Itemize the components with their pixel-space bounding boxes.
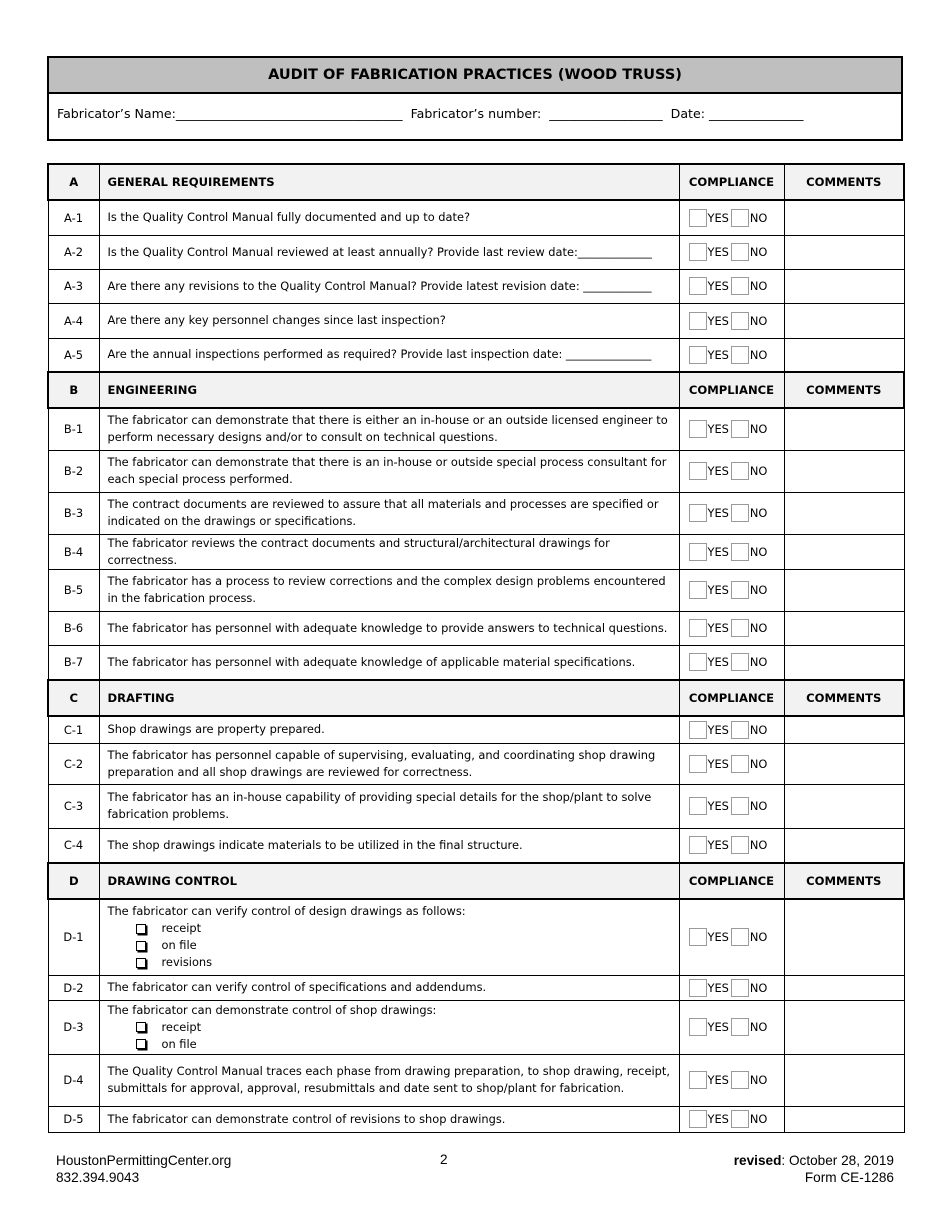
comments-cell[interactable]: [784, 269, 904, 303]
no-checkbox[interactable]: [731, 836, 749, 854]
table-row: [48, 338, 904, 372]
yes-label: YES: [707, 245, 729, 259]
no-label: NO: [749, 279, 768, 293]
no-checkbox[interactable]: [731, 243, 749, 261]
section-code: A: [48, 164, 99, 200]
question-cell: [99, 645, 679, 680]
comments-cell[interactable]: [784, 569, 904, 611]
no-checkbox[interactable]: [731, 1110, 749, 1128]
table-row: [48, 784, 904, 828]
question-cell: [99, 534, 679, 569]
yes-label: YES: [707, 279, 729, 293]
no-checkbox[interactable]: [731, 619, 749, 637]
checklist-item[interactable]: [136, 1036, 671, 1053]
no-label: NO: [749, 722, 768, 737]
checklist-item[interactable]: [136, 954, 671, 971]
compliance-cell: [679, 1000, 784, 1054]
no-label: NO: [749, 1073, 768, 1087]
item-code: C-4: [48, 828, 99, 863]
section-title: DRAWING CONTROL: [99, 863, 679, 899]
question-cell: [99, 611, 679, 645]
comments-cell[interactable]: [784, 828, 904, 863]
table-row: [48, 1054, 904, 1106]
comments-cell[interactable]: [784, 743, 904, 784]
no-label: NO: [749, 506, 768, 520]
footer-left: [56, 1152, 231, 1186]
no-label: NO: [749, 980, 768, 995]
question-text: The fabricator has a process to review corrections and the complex design problems encountered in the fabrication process.: [107, 574, 666, 605]
question-text: The fabricator has an in-house capability of providing special details for the shop/plant to solve fabrication problems.: [107, 790, 652, 821]
comments-cell[interactable]: [784, 645, 904, 680]
no-label: NO: [749, 838, 768, 853]
checkbox-square-icon[interactable]: [136, 958, 146, 968]
comments-cell[interactable]: [784, 716, 904, 743]
checklist-item-label: revisions: [161, 955, 213, 970]
yes-label: YES: [707, 655, 729, 670]
yes-label: YES: [707, 347, 729, 362]
question-text: The fabricator has personnel with adequate knowledge of applicable material specifications.: [107, 654, 636, 669]
yes-checkbox[interactable]: [689, 836, 707, 854]
date-field[interactable]: [671, 106, 804, 121]
compliance-cell: [679, 569, 784, 611]
comments-cell[interactable]: [784, 899, 904, 975]
item-code: B-5: [48, 569, 99, 611]
question-text: The fabricator can demonstrate that there is an in-house or outside special process consultant for each special process performed.: [107, 455, 667, 486]
no-checkbox[interactable]: [731, 277, 749, 295]
question-cell: [99, 899, 679, 975]
yes-label: YES: [707, 544, 729, 559]
item-code: D-2: [48, 975, 99, 1000]
fabricator-number-label: Fabricator’s number:: [410, 105, 542, 121]
comments-cell[interactable]: [784, 200, 904, 235]
yes-checkbox[interactable]: [689, 504, 707, 522]
compliance-header: COMPLIANCE: [679, 372, 784, 408]
item-code: B-6: [48, 611, 99, 645]
section-header-row: [48, 164, 904, 200]
yes-label: YES: [707, 838, 729, 853]
no-label: NO: [749, 210, 768, 225]
no-checkbox[interactable]: [731, 581, 749, 599]
checklist: [108, 920, 671, 971]
table-row: [48, 303, 904, 338]
question-text: The fabricator can demonstrate that there is either an in-house or an outside licensed engineer to perform necessary designs and/or to consult on technical questions.: [107, 413, 668, 445]
yes-checkbox[interactable]: [689, 979, 707, 997]
yes-label: YES: [707, 930, 729, 945]
table-row: [48, 269, 904, 303]
comments-header: COMMENTS: [784, 164, 904, 200]
yes-checkbox[interactable]: [689, 543, 707, 561]
compliance-cell: [679, 450, 784, 492]
no-checkbox[interactable]: [731, 504, 749, 522]
section-header-row: [48, 680, 904, 716]
checklist-item[interactable]: [136, 937, 671, 954]
question-text: The fabricator can verify control of design drawings as follows:: [107, 904, 466, 919]
question-cell: [99, 1106, 679, 1132]
compliance-cell: [679, 235, 784, 269]
comments-cell[interactable]: [784, 784, 904, 828]
yes-checkbox[interactable]: [689, 420, 707, 438]
comments-cell[interactable]: [784, 1106, 904, 1132]
yes-checkbox[interactable]: [689, 1071, 707, 1089]
item-code: B-4: [48, 534, 99, 569]
table-row: [48, 200, 904, 235]
yes-checkbox[interactable]: [689, 277, 707, 295]
no-checkbox[interactable]: [731, 209, 749, 227]
table-row: [48, 569, 904, 611]
no-checkbox[interactable]: [731, 928, 749, 946]
checklist-item-label: receipt: [161, 921, 202, 936]
item-code: B-3: [48, 492, 99, 534]
yes-checkbox[interactable]: [689, 619, 707, 637]
no-checkbox[interactable]: [731, 653, 749, 671]
question-text: The fabricator reviews the contract documents and structural/architectural drawings for correctness.: [107, 535, 610, 567]
question-text: The Quality Control Manual traces each phase from drawing preparation, to shop drawing, receipt, submittals for approval, approval, resubmittals and date sent to shop/plant for fabrication.: [107, 1064, 670, 1095]
no-label: NO: [749, 464, 768, 478]
yes-checkbox[interactable]: [689, 462, 707, 480]
comments-cell[interactable]: [784, 235, 904, 269]
no-label: NO: [749, 544, 768, 559]
item-code: C-2: [48, 743, 99, 784]
date-blank: _______________: [709, 105, 804, 121]
yes-label: YES: [707, 621, 729, 635]
question-text: The fabricator has personnel with adequate knowledge to provide answers to technical questions.: [107, 620, 668, 635]
no-label: NO: [749, 799, 768, 813]
comments-cell[interactable]: [784, 975, 904, 1000]
compliance-cell: [679, 784, 784, 828]
question-cell: [99, 408, 679, 450]
compliance-cell: [679, 269, 784, 303]
yes-checkbox[interactable]: [689, 755, 707, 773]
no-checkbox[interactable]: [731, 346, 749, 364]
yes-label: YES: [707, 210, 729, 225]
comments-header: COMMENTS: [784, 863, 904, 899]
item-code: B-1: [48, 408, 99, 450]
fabricator-name-field[interactable]: [57, 106, 403, 121]
yes-checkbox[interactable]: [689, 1110, 707, 1128]
no-label: NO: [749, 930, 768, 945]
compliance-cell: [679, 899, 784, 975]
comments-cell[interactable]: [784, 408, 904, 450]
question-text: The shop drawings indicate materials to be utilized in the final structure.: [107, 837, 523, 852]
yes-label: YES: [707, 980, 729, 995]
question-cell: [99, 1054, 679, 1106]
compliance-cell: [679, 1106, 784, 1132]
compliance-cell: [679, 492, 784, 534]
table-row: [48, 716, 904, 743]
compliance-cell: [679, 611, 784, 645]
footer-right: [734, 1152, 894, 1186]
table-row: [48, 1000, 904, 1054]
item-code: C-3: [48, 784, 99, 828]
checkbox-square-icon[interactable]: [136, 941, 146, 951]
question-text: Are there any key personnel changes since last inspection?: [107, 313, 446, 327]
question-text: The fabricator can verify control of specifications and addendums.: [107, 980, 487, 994]
comments-header: COMMENTS: [784, 680, 904, 716]
comments-header: COMMENTS: [784, 372, 904, 408]
no-label: NO: [749, 655, 768, 670]
yes-label: YES: [707, 756, 729, 771]
question-cell: [99, 303, 679, 338]
question-text: The fabricator can demonstrate control of shop drawings:: [107, 1002, 437, 1017]
item-code: C-1: [48, 716, 99, 743]
comments-cell[interactable]: [784, 1054, 904, 1106]
table-row: [48, 1106, 904, 1132]
question-text: The contract documents are reviewed to assure that all materials and processes are specified or indicated on the drawings or specifications.: [107, 497, 659, 528]
compliance-cell: [679, 716, 784, 743]
header-fields: [49, 94, 901, 132]
compliance-cell: [679, 303, 784, 338]
compliance-header: COMPLIANCE: [679, 164, 784, 200]
item-code: D-3: [48, 1000, 99, 1054]
section-title: DRAFTING: [99, 680, 679, 716]
section-code: D: [48, 863, 99, 899]
question-cell: [99, 743, 679, 784]
yes-checkbox[interactable]: [689, 653, 707, 671]
yes-label: YES: [707, 422, 729, 437]
table-row: [48, 743, 904, 784]
no-checkbox[interactable]: [731, 420, 749, 438]
question-text: Are the annual inspections performed as required? Provide last inspection date: _______________: [107, 347, 652, 362]
no-label: NO: [749, 422, 768, 437]
checkbox-square-icon[interactable]: [136, 1039, 146, 1049]
section-code: C: [48, 680, 99, 716]
item-code: A-4: [48, 303, 99, 338]
no-checkbox[interactable]: [731, 797, 749, 815]
question-cell: [99, 784, 679, 828]
yes-checkbox[interactable]: [689, 243, 707, 261]
comments-cell[interactable]: [784, 611, 904, 645]
table-row: [48, 450, 904, 492]
compliance-header: COMPLIANCE: [679, 680, 784, 716]
table-row: [48, 492, 904, 534]
table-row: [48, 408, 904, 450]
yes-label: YES: [707, 1073, 729, 1087]
no-label: NO: [749, 756, 768, 771]
no-label: NO: [749, 621, 768, 635]
compliance-cell: [679, 200, 784, 235]
question-cell: [99, 975, 679, 1000]
no-checkbox[interactable]: [731, 979, 749, 997]
item-code: A-2: [48, 235, 99, 269]
item-code: A-1: [48, 200, 99, 235]
section-title: ENGINEERING: [99, 372, 679, 408]
no-checkbox[interactable]: [731, 312, 749, 330]
comments-cell[interactable]: [784, 450, 904, 492]
no-label: NO: [749, 583, 768, 597]
fabricator-number-field[interactable]: [411, 106, 663, 121]
checklist: [108, 1019, 671, 1053]
question-cell: [99, 269, 679, 303]
yes-checkbox[interactable]: [689, 346, 707, 364]
question-cell: [99, 200, 679, 235]
compliance-cell: [679, 1054, 784, 1106]
question-text: The fabricator has personnel capable of supervising, evaluating, and coordinating shop drawing preparation and all shop drawings are reviewed for correctness.: [107, 747, 656, 779]
table-row: [48, 534, 904, 569]
no-label: NO: [749, 313, 768, 328]
section-header-row: [48, 372, 904, 408]
page-number: 2: [440, 1152, 448, 1167]
question-cell: [99, 828, 679, 863]
fabricator-name-blank: ____________________________________: [175, 105, 403, 121]
table-row: [48, 899, 904, 975]
yes-checkbox[interactable]: [689, 1018, 707, 1036]
comments-cell[interactable]: [784, 534, 904, 569]
no-label: NO: [749, 347, 768, 362]
yes-checkbox[interactable]: [689, 928, 707, 946]
yes-label: YES: [707, 799, 729, 813]
question-text: The fabricator can demonstrate control of revisions to shop drawings.: [107, 1111, 506, 1126]
table-row: [48, 645, 904, 680]
comments-cell[interactable]: [784, 492, 904, 534]
yes-checkbox[interactable]: [689, 721, 707, 739]
checklist-item-label: on file: [161, 1036, 197, 1051]
item-code: B-2: [48, 450, 99, 492]
compliance-cell: [679, 828, 784, 863]
question-text: Shop drawings are property prepared.: [107, 722, 325, 737]
section-code: B: [48, 372, 99, 408]
no-label: NO: [749, 245, 768, 259]
section-header-row: [48, 863, 904, 899]
no-checkbox[interactable]: [731, 755, 749, 773]
compliance-cell: [679, 338, 784, 372]
question-cell: [99, 569, 679, 611]
no-checkbox[interactable]: [731, 721, 749, 739]
compliance-cell: [679, 534, 784, 569]
date-label: Date:: [670, 105, 705, 121]
compliance-cell: [679, 645, 784, 680]
question-cell: [99, 338, 679, 372]
question-text: Are there any revisions to the Quality Control Manual? Provide latest revision date: ____________: [107, 278, 652, 293]
compliance-cell: [679, 975, 784, 1000]
yes-checkbox[interactable]: [689, 209, 707, 227]
fabricator-number-blank: __________________: [549, 105, 663, 121]
revised-label: revised: [733, 1153, 782, 1168]
yes-label: YES: [707, 464, 729, 478]
checklist-item-label: on file: [161, 938, 197, 953]
checkbox-square-icon[interactable]: [136, 924, 146, 934]
item-code: B-7: [48, 645, 99, 680]
compliance-cell: [679, 408, 784, 450]
yes-checkbox[interactable]: [689, 312, 707, 330]
yes-checkbox[interactable]: [689, 797, 707, 815]
yes-label: YES: [707, 1112, 729, 1126]
revised-date: : October 28, 2019: [781, 1153, 894, 1168]
item-code: A-5: [48, 338, 99, 372]
question-cell: [99, 716, 679, 743]
yes-label: YES: [707, 506, 729, 520]
form-header: [47, 56, 903, 141]
footer-phone: 832.394.9043: [56, 1170, 140, 1185]
audit-table: [47, 163, 905, 1133]
yes-checkbox[interactable]: [689, 581, 707, 599]
footer-website: HoustonPermittingCenter.org: [56, 1153, 232, 1168]
no-checkbox[interactable]: [731, 543, 749, 561]
no-checkbox[interactable]: [731, 462, 749, 480]
compliance-cell: [679, 743, 784, 784]
comments-cell[interactable]: [784, 1000, 904, 1054]
compliance-header: COMPLIANCE: [679, 863, 784, 899]
revision-line: [734, 1152, 894, 1169]
checkbox-square-icon[interactable]: [136, 1022, 146, 1032]
item-code: A-3: [48, 269, 99, 303]
form-title: AUDIT OF FABRICATION PRACTICES (WOOD TRUSS): [49, 58, 901, 94]
fabricator-name-label: Fabricator’s Name:: [57, 105, 176, 121]
question-cell: [99, 235, 679, 269]
table-row: [48, 235, 904, 269]
item-code: D-1: [48, 899, 99, 975]
table-row: [48, 975, 904, 1000]
yes-label: YES: [707, 313, 729, 328]
checklist-item[interactable]: [136, 1019, 671, 1036]
question-cell: [99, 492, 679, 534]
table-row: [48, 611, 904, 645]
item-code: D-5: [48, 1106, 99, 1132]
yes-label: YES: [707, 1020, 729, 1034]
yes-label: YES: [707, 583, 729, 597]
comments-cell[interactable]: [784, 303, 904, 338]
section-title: GENERAL REQUIREMENTS: [99, 164, 679, 200]
item-code: D-4: [48, 1054, 99, 1106]
question-text: Is the Quality Control Manual reviewed at least annually? Provide last review date:_____________: [107, 244, 652, 259]
checklist-item[interactable]: [136, 920, 671, 937]
no-checkbox[interactable]: [731, 1018, 749, 1036]
no-checkbox[interactable]: [731, 1071, 749, 1089]
yes-label: YES: [707, 722, 729, 737]
question-cell: [99, 450, 679, 492]
comments-cell[interactable]: [784, 338, 904, 372]
table-row: [48, 828, 904, 863]
no-label: NO: [749, 1020, 768, 1034]
question-cell: [99, 1000, 679, 1054]
form-number: Form CE-1286: [804, 1170, 894, 1185]
no-label: NO: [749, 1112, 768, 1126]
question-text: Is the Quality Control Manual fully documented and up to date?: [107, 210, 471, 225]
checklist-item-label: receipt: [161, 1019, 202, 1034]
